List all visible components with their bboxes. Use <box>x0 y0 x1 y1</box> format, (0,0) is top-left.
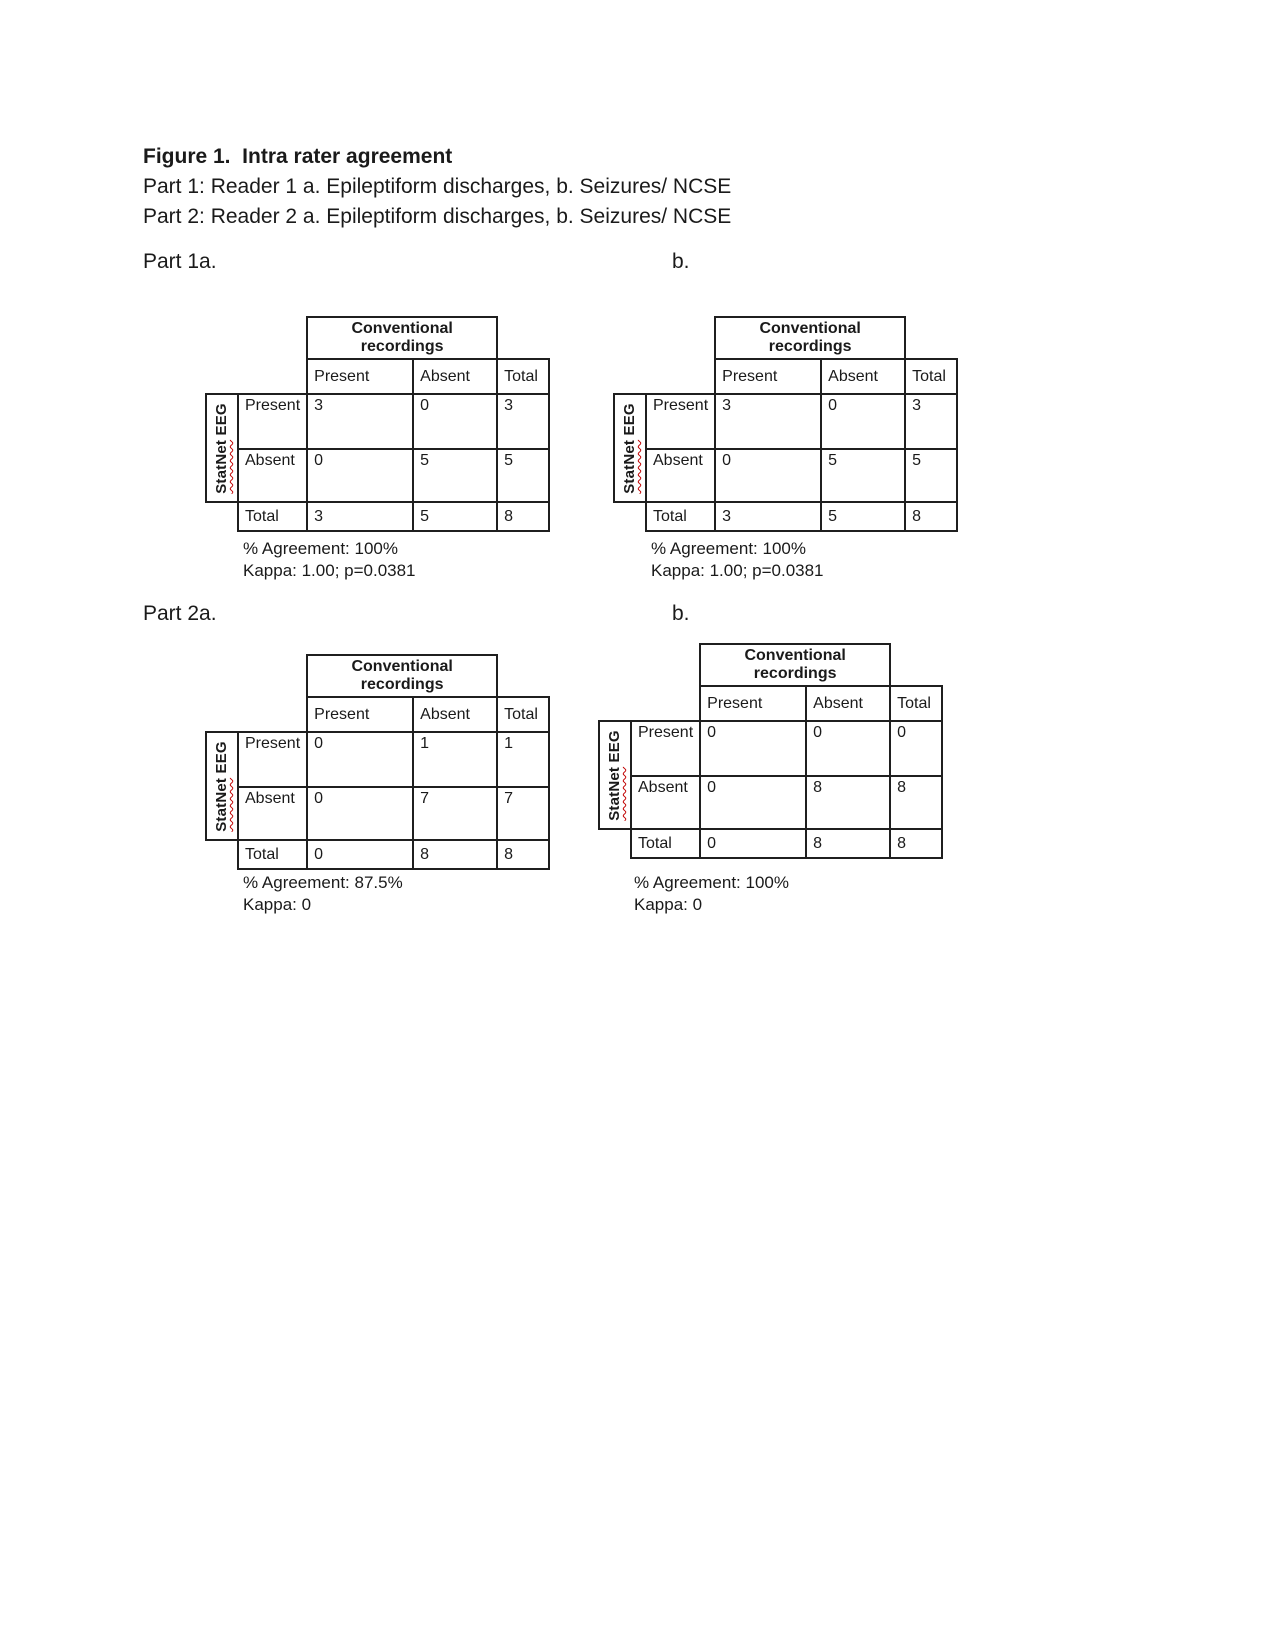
col-header-present: Present <box>700 686 806 721</box>
empty-corner <box>599 829 631 858</box>
row-group-header-wrap <box>207 396 235 500</box>
row-header-present: Present <box>238 394 307 449</box>
table-cell: 8 <box>806 776 890 829</box>
agreement-stat: % Agreement: 100% <box>651 539 806 558</box>
col-header-total: Total <box>890 686 942 721</box>
empty-corner <box>614 502 646 531</box>
agreement-stat: % Agreement: 100% <box>634 873 789 892</box>
row-group-header <box>599 721 631 829</box>
section-label-part2b: b. <box>672 602 690 625</box>
table-cell: 0 <box>307 732 413 787</box>
col-group-header: Conventional recordings <box>700 644 890 686</box>
row-group-header-wrap <box>600 723 628 827</box>
col-header-present: Present <box>307 697 413 732</box>
row-header-present: Present <box>646 394 715 449</box>
eeg-word: EEG <box>620 402 638 440</box>
row-header-total: Total <box>631 829 700 858</box>
col-header-absent: Absent <box>821 359 905 394</box>
contingency-table-part1a <box>205 316 550 532</box>
col-header-present: Present <box>307 359 413 394</box>
eeg-word: EEG <box>605 729 623 767</box>
statnet-word: StatNet <box>212 439 230 494</box>
empty-corner <box>497 655 549 697</box>
section-label-part2a: Part 2a. <box>143 602 217 625</box>
table-cell: 0 <box>715 449 821 502</box>
kappa-stat: Kappa: 0 <box>243 895 312 914</box>
table-cell: 8 <box>890 829 942 858</box>
empty-corner <box>890 644 942 686</box>
col-header-total: Total <box>905 359 957 394</box>
table-cell: 5 <box>821 502 905 531</box>
empty-corner <box>206 840 238 869</box>
row-group-header-wrap <box>615 396 643 500</box>
contingency-table-part2b <box>598 643 943 859</box>
row-header-present: Present <box>238 732 307 787</box>
table-cell: 8 <box>497 502 549 531</box>
table-cell: 0 <box>307 787 413 840</box>
kappa-stat: Kappa: 0 <box>634 895 703 914</box>
empty-corner <box>206 655 307 732</box>
table-cell: 0 <box>700 776 806 829</box>
table-cell: 7 <box>413 787 497 840</box>
figure-subtitle-part1: Part 1: Reader 1 a. Epileptiform discharges, b. Seizures/ NCSE <box>143 175 732 198</box>
table-cell: 5 <box>497 449 549 502</box>
table-cell: 3 <box>905 394 957 449</box>
contingency-table-part1b <box>613 316 958 532</box>
table-cell: 3 <box>715 394 821 449</box>
table-cell: 5 <box>413 502 497 531</box>
section-label-part1a: Part 1a. <box>143 250 217 273</box>
table-cell: 8 <box>905 502 957 531</box>
figure-heading <box>143 142 731 232</box>
table-cell: 8 <box>497 840 549 869</box>
kappa-stat: Kappa: 1.00; p=0.0381 <box>243 561 416 580</box>
agreement-stat: % Agreement: 100% <box>243 539 398 558</box>
empty-corner <box>599 644 700 721</box>
statnet-word: StatNet <box>212 777 230 832</box>
empty-corner <box>497 317 549 359</box>
table-cell: 7 <box>497 787 549 840</box>
empty-corner <box>206 502 238 531</box>
col-header-absent: Absent <box>413 697 497 732</box>
empty-corner <box>905 317 957 359</box>
empty-corner <box>614 317 715 394</box>
row-group-header-wrap <box>207 734 235 838</box>
table-cell: 3 <box>497 394 549 449</box>
table-cell: 0 <box>806 721 890 776</box>
stats-part1a <box>243 538 416 582</box>
row-header-absent: Absent <box>238 787 307 840</box>
eeg-word: EEG <box>212 402 230 440</box>
table-cell: 1 <box>413 732 497 787</box>
statnet-eeg-label <box>213 741 230 832</box>
table-cell: 1 <box>497 732 549 787</box>
col-group-header: Conventional recordings <box>307 655 497 697</box>
col-header-absent: Absent <box>806 686 890 721</box>
stats-part2b <box>634 872 789 916</box>
statnet-eeg-label <box>621 403 638 494</box>
col-group-header: Conventional recordings <box>307 317 497 359</box>
statnet-word: StatNet <box>605 766 623 821</box>
table-cell: 0 <box>890 721 942 776</box>
row-header-absent: Absent <box>631 776 700 829</box>
row-header-total: Total <box>238 840 307 869</box>
eeg-word: EEG <box>212 740 230 778</box>
col-header-total: Total <box>497 697 549 732</box>
stats-part2a <box>243 872 403 916</box>
stats-part1b <box>651 538 824 582</box>
table-cell: 0 <box>700 829 806 858</box>
table-cell: 5 <box>821 449 905 502</box>
row-group-header <box>206 394 238 502</box>
table-cell: 3 <box>307 394 413 449</box>
table-cell: 5 <box>413 449 497 502</box>
table-cell: 0 <box>413 394 497 449</box>
row-header-total: Total <box>646 502 715 531</box>
contingency-table-part2a <box>205 654 550 870</box>
row-header-present: Present <box>631 721 700 776</box>
figure-title: Figure 1. Intra rater agreement <box>143 145 453 168</box>
col-header-total: Total <box>497 359 549 394</box>
row-header-absent: Absent <box>646 449 715 502</box>
table-cell: 8 <box>890 776 942 829</box>
table-cell: 0 <box>307 449 413 502</box>
row-header-total: Total <box>238 502 307 531</box>
section-label-part1b: b. <box>672 250 690 273</box>
col-header-present: Present <box>715 359 821 394</box>
row-group-header <box>206 732 238 840</box>
table-cell: 0 <box>821 394 905 449</box>
kappa-stat: Kappa: 1.00; p=0.0381 <box>651 561 824 580</box>
statnet-word: StatNet <box>620 439 638 494</box>
agreement-stat: % Agreement: 87.5% <box>243 873 403 892</box>
statnet-eeg-label <box>213 403 230 494</box>
table-cell: 0 <box>307 840 413 869</box>
table-cell: 8 <box>413 840 497 869</box>
table-cell: 5 <box>905 449 957 502</box>
empty-corner <box>206 317 307 394</box>
row-group-header <box>614 394 646 502</box>
table-cell: 0 <box>700 721 806 776</box>
col-header-absent: Absent <box>413 359 497 394</box>
figure-subtitle-part2: Part 2: Reader 2 a. Epileptiform discharges, b. Seizures/ NCSE <box>143 205 732 228</box>
table-cell: 3 <box>715 502 821 531</box>
table-cell: 3 <box>307 502 413 531</box>
table-cell: 8 <box>806 829 890 858</box>
row-header-absent: Absent <box>238 449 307 502</box>
statnet-eeg-label <box>606 730 623 821</box>
col-group-header: Conventional recordings <box>715 317 905 359</box>
